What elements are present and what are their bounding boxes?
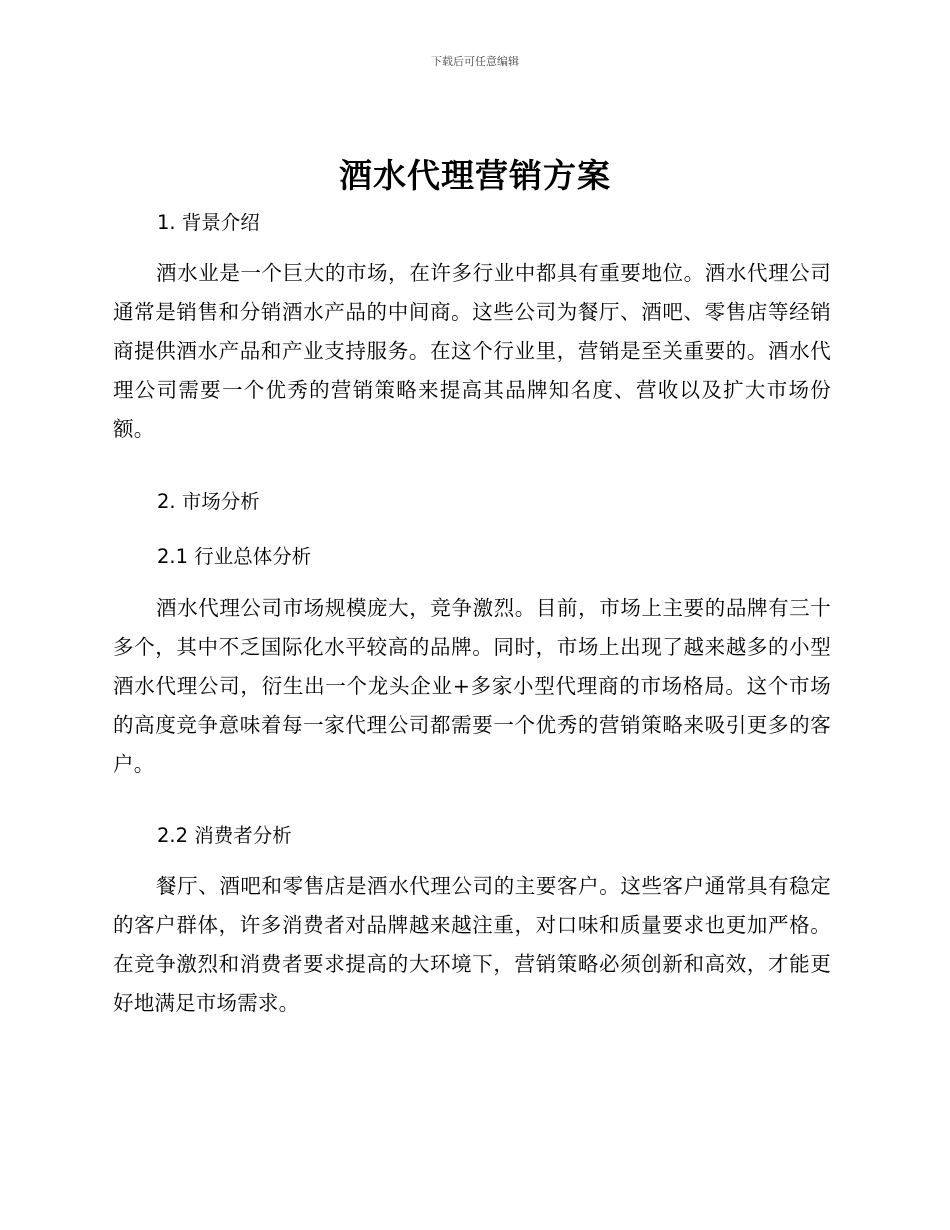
section-heading-market-analysis: 2. 市场分析 bbox=[157, 490, 260, 513]
section-paragraph-industry-analysis: 酒水代理公司市场规模庞大，竞争激烈。目前，市场上主要的品牌有三十多个，其中不乏国际化水平较高的品牌。同时，市场上出现了越来越多的小型酒水代理公司，衍生出一个龙头企业+多家小型代理商的市场格局。这个市场的高度竞争意味着每一家代理公司都需要一个优秀的营销策略来吸引更多的客户。 bbox=[113, 596, 831, 776]
section-paragraph-background: 酒水业是一个巨大的市场，在许多行业中都具有重要地位。酒水代理公司通常是销售和分销酒水产品的中间商。这些公司为餐厅、酒吧、零售店等经销商提供酒水产品和产业支持服务。在这个行业里，营销是至关重要的。酒水代理公司需要一个优秀的营销策略来提高其品牌知名度、营收以及扩大市场份额。 bbox=[113, 261, 831, 441]
section-paragraph-consumer-analysis: 餐厅、酒吧和零售店是酒水代理公司的主要客户。这些客户通常具有稳定的客户群体，许多消费者对品牌越来越注重，对口味和质量要求也更加严格。在竞争激烈和消费者要求提高的大环境下，营销策略必须创新和高效，才能更好地满足市场需求。 bbox=[113, 874, 831, 1015]
document-title: 酒水代理营销方案 bbox=[339, 156, 611, 195]
header-note: 下载后可任意编辑 bbox=[431, 55, 519, 68]
section-heading-industry-analysis: 2.1 行业总体分析 bbox=[157, 545, 312, 568]
section-heading-consumer-analysis: 2.2 消费者分析 bbox=[157, 824, 292, 847]
section-heading-background: 1. 背景介绍 bbox=[157, 211, 260, 234]
